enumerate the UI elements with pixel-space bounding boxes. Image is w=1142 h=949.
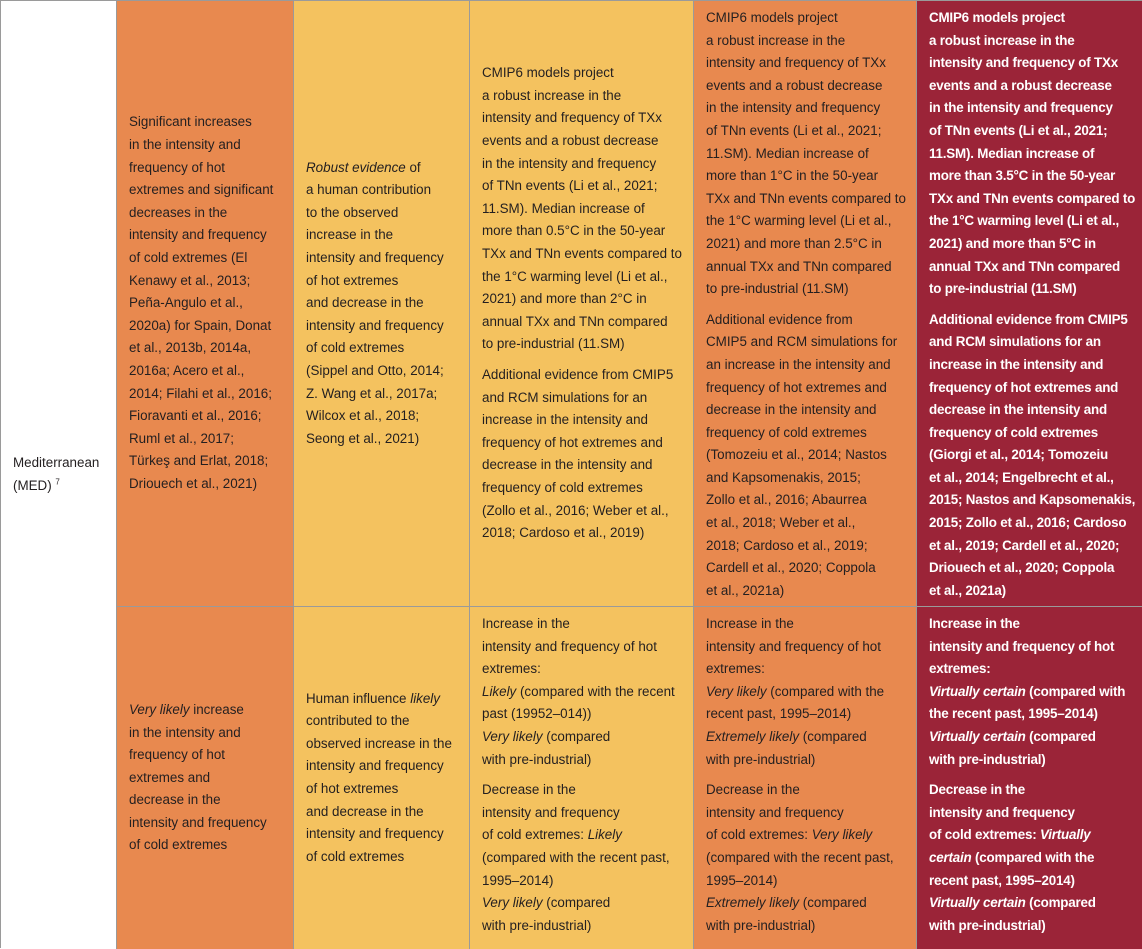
text-line: decrease in the intensity and: [482, 457, 653, 473]
text-line: of cold extremes: [306, 848, 405, 864]
confidence-4c-cell: [917, 607, 1142, 949]
text-line: frequency of hot: [129, 159, 226, 175]
text-line: the 1°C warming level (Li et al.,: [929, 213, 1119, 229]
text-line: 2021) and more than 2.5°C in: [706, 235, 882, 251]
text-line: frequency of cold extremes: [482, 479, 643, 495]
text-line: 2016a; Acero et al.,: [129, 362, 245, 378]
text-line: in the intensity and frequency: [482, 155, 657, 171]
text-line: in the intensity and frequency: [706, 100, 881, 116]
confidence-2c-cold: Decrease in the intensity and frequency of cold extremes: Very likely (compared with the recent past, 1995–2014) Extremely likely (compared with pre-industrial): [706, 779, 910, 937]
projection-4c-additional: [929, 309, 1137, 603]
text-line: frequency of hot extremes and: [929, 379, 1119, 395]
observed-trends-text: [129, 111, 287, 495]
region-name: Mediterranean: [13, 455, 100, 471]
text-line: to pre-industrial (11.SM): [706, 281, 849, 297]
text-line: extremes and: [129, 769, 211, 785]
observed-trends-cell: [117, 1, 294, 607]
text-line: of cold extremes (El: [129, 250, 248, 266]
text-line: a human contribution: [306, 182, 432, 198]
text-line: (Zollo et al., 2016; Weber et al.,: [482, 502, 669, 518]
text-line: 2015; Nastos and Kapsomenakis,: [929, 492, 1136, 508]
text-line: frequency of hot: [129, 747, 226, 763]
text-line: 2021) and more than 2°C in: [482, 291, 647, 307]
text-line: intensity and frequency of TXx: [929, 55, 1118, 71]
text-line: extremes and significant: [129, 182, 274, 198]
text-line: events and a robust decrease: [706, 77, 883, 93]
text-line: Increase in the: [706, 616, 794, 631]
text-line: (Tomozeiu et al., 2014; Nastos: [706, 447, 887, 463]
text-line: et al., 2013b, 2014a,: [129, 340, 252, 356]
text-line: frequency of cold extremes: [929, 424, 1098, 440]
text-line: intensity and frequency: [482, 804, 620, 820]
text-line: frequency of hot extremes and: [706, 379, 887, 395]
text-line: extremes:: [929, 661, 991, 677]
region-cell: [1, 1, 117, 949]
text-line: frequency of cold extremes: [706, 424, 867, 440]
text-line: CMIP6 models project: [706, 10, 838, 25]
text-line: Cardell et al., 2020; Coppola: [706, 560, 876, 576]
text-line: Increase in the: [482, 616, 570, 631]
text-line: in the intensity and frequency: [929, 100, 1113, 116]
text-line: more than 0.5°C in the 50-year: [482, 223, 666, 239]
projection-4c-cell: [917, 1, 1142, 607]
text-line: Peña-Angulo et al.,: [129, 295, 243, 311]
text-line: of hot extremes: [306, 272, 399, 288]
text-line: of cold extremes: [129, 837, 228, 853]
text-line: Significant increases: [129, 114, 252, 130]
text-line: intensity and frequency: [306, 826, 444, 842]
text-line: 11.SM). Median increase of: [706, 145, 869, 161]
text-line: contributed to the: [306, 713, 410, 729]
text-line: the 1°C warming level (Li et al.,: [482, 268, 668, 284]
projection-2c-cell: [694, 1, 917, 607]
text-line: extremes:: [706, 661, 765, 677]
text-line: intensity and frequency of TXx: [706, 55, 886, 71]
text-line: 2014; Filahi et al., 2016;: [129, 385, 272, 401]
text-line: and decrease in the: [306, 295, 424, 311]
text-line: Ruml et al., 2017;: [129, 430, 234, 446]
text-line: extremes:: [482, 661, 541, 677]
text-line: a robust increase in the: [706, 32, 846, 48]
text-line: TXx and TNn events compared to: [482, 246, 682, 262]
projection-1-5c-additional: [482, 364, 687, 545]
text-line: Wilcox et al., 2018;: [306, 408, 420, 424]
text-line: annual TXx and TNn compared: [929, 258, 1121, 274]
text-line: 2018; Cardoso et al., 2019): [482, 525, 645, 541]
text-line: frequency of hot extremes and: [482, 434, 663, 450]
text-line: events and a robust decrease: [482, 133, 659, 149]
text-line: (Sippel and Otto, 2014;: [306, 362, 444, 378]
text-line: 2018; Cardoso et al., 2019;: [706, 537, 868, 553]
projection-1-5c-cmip6: [482, 62, 687, 356]
text-line: the 1°C warming level (Li et al.,: [706, 213, 892, 229]
text-line: of TNn events (Li et al., 2021;: [929, 122, 1108, 138]
text-line: 2021) and more than 5°C in: [929, 235, 1096, 251]
observed-confidence-text: Very likely increase in the intensity and frequency of hot extremes and decrease in the intensity and frequency of cold extremes: [129, 699, 287, 857]
text-line: in the intensity and: [129, 137, 241, 153]
text-line: of TNn events (Li et al., 2021;: [706, 122, 882, 138]
text-line: and RCM simulations for an: [482, 389, 648, 405]
text-line: in the intensity and: [129, 724, 241, 740]
text-line: Additional evidence from CMIP5: [482, 366, 674, 382]
confidence-1-5c-hot: Increase in the intensity and frequency of hot extremes: Likely (compared with the recent past (19952–014)) Very likely (compared with pre-industrial): [482, 613, 687, 771]
text-line: annual TXx and TNn compared: [482, 313, 668, 329]
text-line: annual TXx and TNn compared: [706, 258, 892, 274]
text-line: CMIP6 models project: [482, 65, 614, 81]
text-line: Türkeş and Erlat, 2018;: [129, 453, 269, 469]
text-line: CMIP5 and RCM simulations for: [706, 334, 898, 350]
text-line: intensity and frequency: [306, 250, 444, 266]
text-line: Additional evidence from: [706, 311, 853, 327]
confidence-1-5c-cold: Decrease in the intensity and frequency of cold extremes: Likely (compared with the recent past, 1995–2014) Very likely (compared with pre-industrial): [482, 779, 687, 937]
text-line: intensity and frequency of TXx: [482, 110, 662, 126]
attribution-confidence-text: Human influence likely contributed to the observed increase in the intensity and frequency of hot extremes and decrease in the intensity and frequency of cold extremes: [306, 688, 463, 869]
text-line: et al., 2021a): [929, 582, 1006, 598]
text-line: Kenawy et al., 2013;: [129, 272, 251, 288]
text-line: a robust increase in the: [482, 87, 622, 103]
text-line: et al., 2014; Engelbrecht et al.,: [929, 469, 1114, 485]
text-line: intensity and frequency: [306, 317, 444, 333]
text-line: an increase in the intensity and: [706, 356, 891, 372]
region-code: (MED) $^7$: [13, 477, 60, 493]
text-line: intensity and frequency of hot: [482, 638, 657, 654]
text-line: Decrease in the: [482, 782, 576, 798]
text-line: Driouech et al., 2021): [129, 475, 258, 491]
text-line: Additional evidence from CMIP5: [929, 311, 1128, 327]
text-line: to pre-industrial (11.SM): [929, 281, 1077, 297]
text-line: decreases in the: [129, 204, 228, 220]
text-line: Seong et al., 2021): [306, 430, 420, 446]
text-line: a robust increase in the: [929, 32, 1075, 48]
attribution-confidence-cell: [294, 607, 470, 949]
text-line: intensity and frequency: [929, 804, 1075, 820]
text-line: Z. Wang et al., 2017a;: [306, 385, 438, 401]
text-line: 11.SM). Median increase of: [929, 145, 1095, 161]
confidence-4c-hot: Increase in the intensity and frequency of hot extremes: Virtually certain (compared with the recent past, 1995–2014) Virtually certain (compared with pre-industrial): [929, 613, 1137, 771]
text-line: Fioravanti et al., 2016;: [129, 408, 262, 424]
text-line: decrease in the intensity and: [929, 402, 1108, 418]
text-line: TXx and TNn events compared to: [929, 190, 1136, 206]
text-line: of TNn events (Li et al., 2021;: [482, 178, 658, 194]
attribution-cell: [294, 1, 470, 607]
text-line: more than 1°C in the 50-year: [706, 168, 879, 184]
confidence-4c-cold: Decrease in the intensity and frequency of cold extremes: Virtually certain (compared with the recent past, 1995–2014) Virtually certain (compared with pre-industrial): [929, 779, 1137, 937]
text-line: events and a robust decrease: [929, 77, 1112, 93]
text-line: 11.SM). Median increase of: [482, 200, 645, 216]
region-footnote: 7: [55, 477, 60, 487]
text-line: more than 3.5°C in the 50-year: [929, 168, 1116, 184]
confidence-2c-hot: Increase in the intensity and frequency of hot extremes: Very likely (compared with the recent past, 1995–2014) Extremely likely (compared with pre-industrial): [706, 613, 910, 771]
observed-confidence-cell: [117, 607, 294, 949]
text-line: and Kapsomenakis, 2015;: [706, 469, 861, 485]
text-line: et al., 2018; Weber et al.,: [706, 515, 856, 531]
text-line: (Giorgi et al., 2014; Tomozeiu: [929, 447, 1109, 463]
projection-2c-cmip6: [706, 7, 910, 301]
text-line: TXx and TNn events compared to: [706, 190, 906, 206]
text-line: to pre-industrial (11.SM): [482, 336, 625, 352]
text-line: intensity and frequency: [129, 814, 267, 830]
text-line: Zollo et al., 2016; Abaurrea: [706, 492, 867, 508]
confidence-2c-cell: [694, 607, 917, 949]
text-line: 2020a) for Spain, Donat: [129, 317, 272, 333]
text-line: increase in the intensity and: [929, 356, 1104, 372]
text-line: CMIP6 models project: [929, 10, 1065, 25]
projection-1-5c-cell: [470, 1, 694, 607]
projection-4c-cmip6: [929, 7, 1137, 301]
text-line: decrease in the: [129, 792, 221, 808]
text-line: intensity and frequency of hot: [706, 638, 881, 654]
text-line: observed increase in the: [306, 735, 452, 751]
attribution-text: Robust evidence of a human contribution to the observed increase in the intensity and frequency of hot extremes and decrease in the intensity and frequency of cold extremes (Sippel and Otto, 2014; Z. Wang et al., 2017a; Wilcox et al., 2018; Seong et al., 2021): [306, 157, 463, 451]
text-line: Driouech et al., 2020; Coppola: [929, 560, 1115, 576]
projection-2c-additional: [706, 309, 910, 603]
text-line: intensity and frequency: [706, 804, 844, 820]
text-line: 2015; Zollo et al., 2016; Cardoso: [929, 515, 1127, 531]
text-line: of hot extremes: [306, 781, 399, 796]
confidence-1-5c-cell: [470, 607, 694, 949]
text-line: decrease in the intensity and: [706, 402, 877, 418]
text-line: and RCM simulations for an: [929, 334, 1101, 350]
text-line: intensity and frequency of hot: [929, 638, 1115, 654]
text-line: Decrease in the: [706, 782, 800, 798]
text-line: intensity and frequency: [129, 227, 267, 243]
text-line: of cold extremes: [306, 340, 405, 356]
text-line: increase in the intensity and: [482, 412, 648, 428]
text-line: intensity and frequency: [306, 758, 444, 774]
text-line: increase in the: [306, 227, 394, 243]
text-line: to the observed: [306, 204, 399, 220]
text-line: Increase in the: [929, 616, 1020, 631]
text-line: et al., 2021a): [706, 582, 785, 598]
text-line: et al., 2019; Cardell et al., 2020;: [929, 537, 1120, 553]
text-line: and decrease in the: [306, 803, 424, 819]
text-line: Decrease in the: [929, 782, 1025, 798]
